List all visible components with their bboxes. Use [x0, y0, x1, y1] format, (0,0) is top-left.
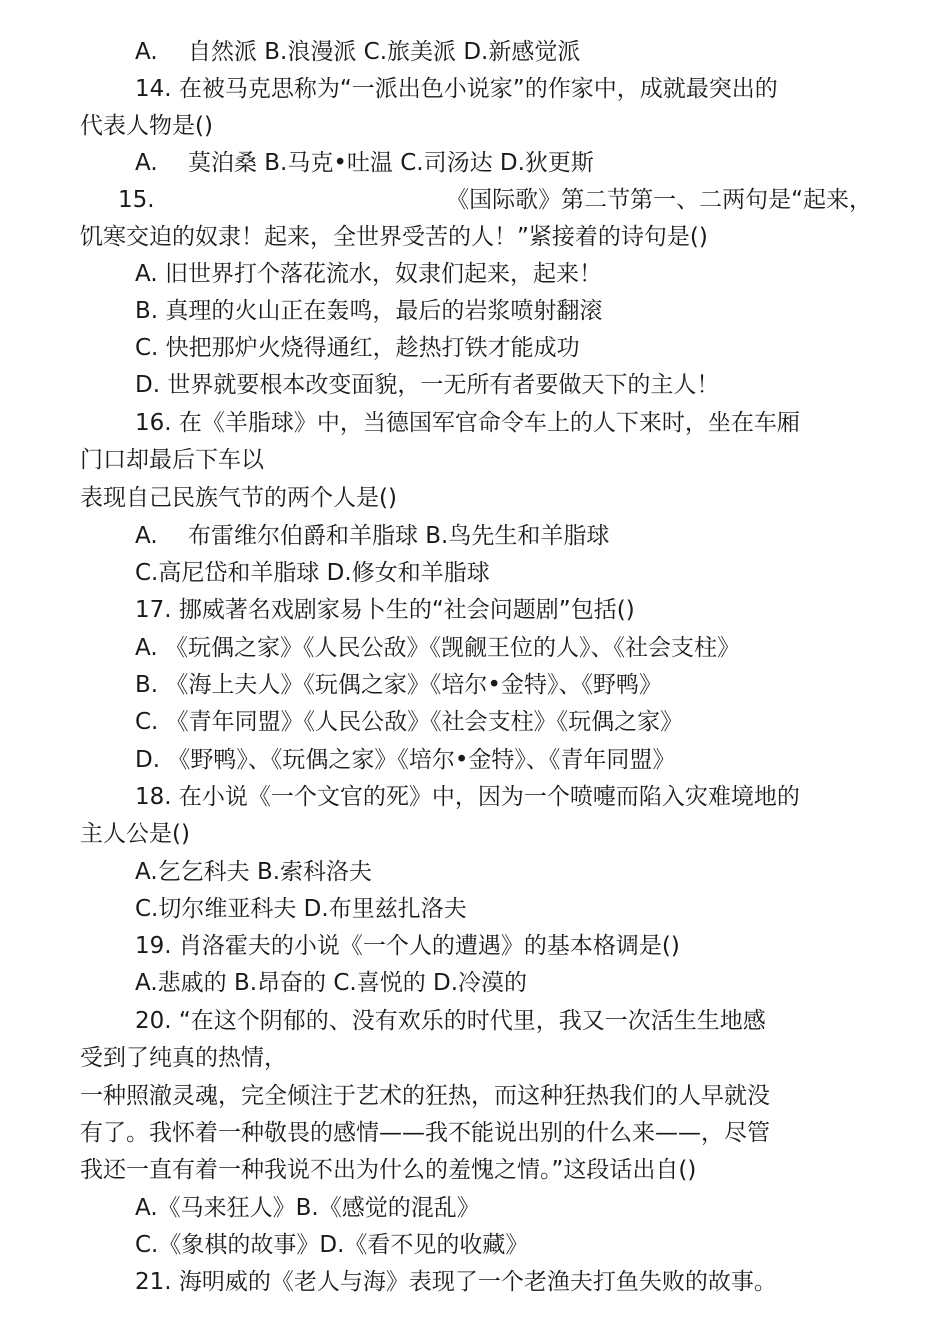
- q20-stem-cont-4: 我还一直有着一种我说不出为什么的羞愧之情。”这段话出自(): [80, 1157, 697, 1183]
- q15-option-a: A. 旧世界打个落花流水，奴隶们起来，起来！: [135, 261, 602, 287]
- q17-stem: 17. 挪威著名戏剧家易卜生的“社会问题剧”包括(): [135, 597, 635, 623]
- q20-options-cd: C.《象棋的故事》D.《看不见的收藏》: [135, 1232, 529, 1258]
- q19-options: A.悲戚的 B.昂奋的 C.喜悦的 D.冷漠的: [135, 970, 528, 996]
- q15-option-d: D. 世界就要根本改变面貌，一无所有者要做天下的主人！: [135, 372, 720, 398]
- q16-stem: 16. 在《羊脂球》中，当德国军官命令车上的人下来时，坐在车厢: [135, 410, 800, 436]
- q13-options: A. 自然派 B.浪漫派 C.旅美派 D.新感觉派: [135, 39, 581, 65]
- q17-option-c: C. 《青年同盟》《人民公敌》《社会支柱》《玩偶之家》: [135, 709, 684, 735]
- q15-option-b: B. 真理的火山正在轰鸣，最后的岩浆喷射翻滚: [135, 298, 603, 324]
- q17-option-b: B. 《海上夫人》《玩偶之家》《培尔•金特》、《野鸭》: [135, 672, 662, 698]
- q20-options-ab: A.《马来狂人》B.《感觉的混乱》: [135, 1195, 480, 1221]
- q16-options-cd: C.高尼岱和羊脂球 D.修女和羊脂球: [135, 560, 490, 586]
- q17-option-a: A. 《玩偶之家》《人民公敌》《觊觎王位的人》、《社会支柱》: [135, 635, 740, 661]
- q17-option-d: D. 《野鸭》、《玩偶之家》《培尔•金特》、《青年同盟》: [135, 747, 676, 773]
- q16-stem-cont-2: 表现自己民族气节的两个人是(): [80, 485, 397, 511]
- q16-options-ab: A. 布雷维尔伯爵和羊脂球 B.鸟先生和羊脂球: [135, 523, 610, 549]
- q15-stem: [118, 182, 872, 219]
- q16-stem-cont: 门口却最后下车以: [80, 447, 264, 473]
- q15-stem-cont: 饥寒交迫的奴隶！起来，全世界受苦的人！”紧接着的诗句是(): [80, 224, 708, 250]
- q20-stem: 20. “在这个阴郁的、没有欢乐的时代里，我又一次活生生地感: [135, 1008, 766, 1034]
- q21-stem: 21. 海明威的《老人与海》表现了一个老渔夫打鱼失败的故事。: [135, 1269, 777, 1295]
- q15-stem-text: 《国际歌》第二节第一、二两句是“起来，: [446, 187, 872, 213]
- q18-stem: 18. 在小说《一个文官的死》中，因为一个喷嚏而陷入灾难境地的: [135, 784, 800, 810]
- q20-stem-cont: 受到了纯真的热情，: [80, 1045, 287, 1071]
- q14-stem-cont: 代表人物是(): [80, 113, 213, 139]
- q15-number: 15.: [118, 187, 155, 213]
- q19-stem: 19. 肖洛霍夫的小说《一个人的遭遇》的基本格调是(): [135, 933, 680, 959]
- q15-option-c: C. 快把那炉火烧得通红，趁热打铁才能成功: [135, 335, 580, 361]
- q20-stem-cont-3: 有了。我怀着一种敬畏的感情——我不能说出别的什么来——，尽管: [80, 1120, 770, 1146]
- q18-stem-cont: 主人公是(): [80, 821, 190, 847]
- q14-stem: 14. 在被马克思称为“一派出色小说家”的作家中，成就最突出的: [135, 76, 778, 102]
- q14-options: A. 莫泊桑 B.马克•吐温 C.司汤达 D.狄更斯: [135, 150, 594, 176]
- q18-options-ab: A.乞乞科夫 B.索科洛夫: [135, 859, 373, 885]
- q20-stem-cont-2: 一种照澈灵魂，完全倾注于艺术的狂热，而这种狂热我们的人早就没: [80, 1083, 770, 1109]
- q18-options-cd: C.切尔维亚科夫 D.布里兹扎洛夫: [135, 896, 467, 922]
